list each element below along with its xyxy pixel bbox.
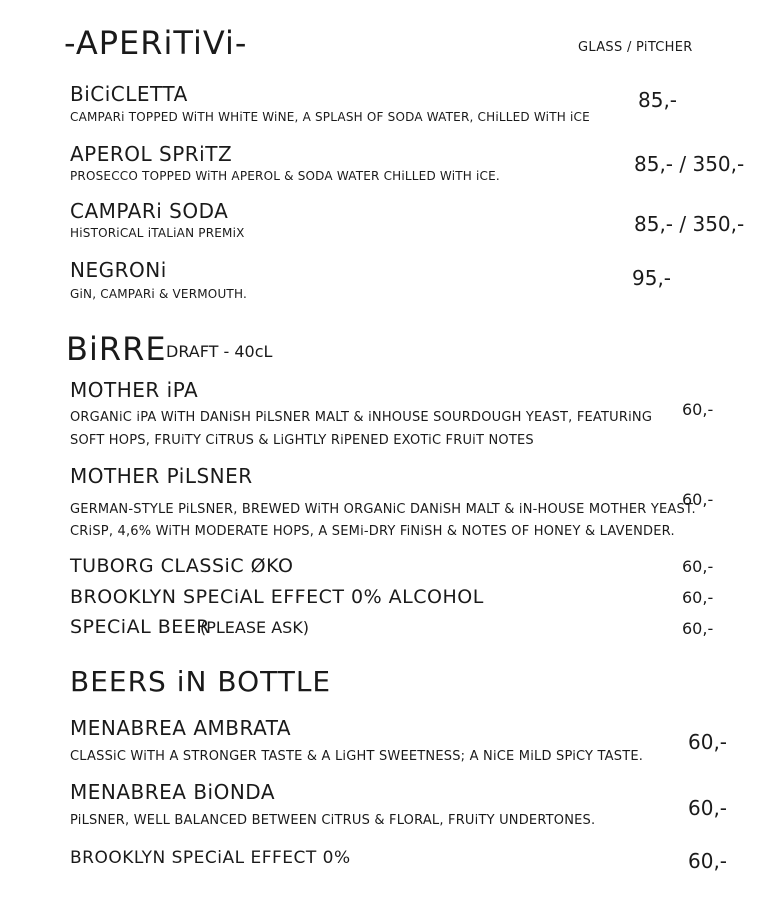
menu-item-price: 85,- (638, 88, 678, 112)
birre-heading: BiRRE (66, 330, 167, 368)
menu-item-price: 60,- (682, 619, 714, 638)
menu-item-name: MENABREA BiONDA (70, 780, 276, 804)
menu-item-name: MENABREA AMBRATA (70, 716, 292, 740)
menu-item-description: GERMAN-STYLE PiLSNER, BREWED WiTH ORGANiC DANiSH MALT & iN-HOUSE MOTHER YEAST. (70, 502, 696, 517)
menu-item-price: 60,- (688, 849, 728, 873)
menu-item-name: BiCiCLETTA (70, 82, 188, 106)
menu-item-name: TUBORG CLASSiC ØKO (70, 555, 294, 577)
menu-item-name: APEROL SPRiTZ (70, 142, 233, 166)
menu-item-price: 60,- (682, 557, 714, 576)
menu-item-description: HiSTORiCAL iTALiAN PREMiX (70, 226, 245, 240)
menu-item-description: PiLSNER, WELL BALANCED BETWEEN CiTRUS & FLORAL, FRUiTY UNDERTONES. (70, 813, 596, 828)
menu-item-price: 60,- (682, 490, 714, 509)
menu-item-name: SPECiAL BEER (70, 616, 210, 638)
menu-item-price: 85,- / 350,- (634, 212, 745, 236)
menu-item-price: 60,- (682, 588, 714, 607)
menu-item-description: CLASSiC WiTH A STRONGER TASTE & A LiGHT SWEETNESS; A NiCE MiLD SPiCY TASTE. (70, 749, 644, 764)
menu-item-description: CRiSP, 4,6% WiTH MODERATE HOPS, A SEMi-DRY FiNiSH & NOTES OF HONEY & LAVENDER. (70, 524, 675, 539)
aperitivi-heading: -APERiTiVi- (64, 24, 248, 62)
menu-item-name: CAMPARi SODA (70, 199, 229, 223)
menu-item-price: 60,- (688, 730, 728, 754)
menu-item-price: 85,- / 350,- (634, 152, 745, 176)
menu-item-note: (PLEASE ASK) (200, 618, 310, 637)
menu-item-description: SOFT HOPS, FRUiTY CiTRUS & LiGHTLY RiPENED EXOTiC FRUiT NOTES (70, 433, 534, 448)
menu-item-price: 60,- (682, 400, 714, 419)
glass-pitcher-header: GLASS / PiTCHER (578, 40, 693, 55)
bottle-heading: BEERS iN BOTTLE (70, 665, 332, 698)
menu-item-description: PROSECCO TOPPED WiTH APEROL & SODA WATER CHiLLED WiTH iCE. (70, 169, 500, 183)
menu-item-price: 60,- (688, 796, 728, 820)
menu-item-price: 95,- (632, 266, 672, 290)
menu-item-name: MOTHER iPA (70, 378, 199, 402)
menu-item-description: GiN, CAMPARi & VERMOUTH. (70, 287, 247, 301)
menu-item-name: BROOKLYN SPECiAL EFFECT 0% (70, 848, 351, 868)
menu-item-name: MOTHER PiLSNER (70, 464, 253, 488)
menu-item-description: ORGANiC iPA WiTH DANiSH PiLSNER MALT & iNHOUSE SOURDOUGH YEAST, FEATURiNG (70, 410, 653, 425)
menu-item-name: NEGRONi (70, 258, 167, 282)
menu-item-name: BROOKLYN SPECiAL EFFECT 0% ALCOHOL (70, 586, 484, 608)
menu-item-description: CAMPARi TOPPED WiTH WHiTE WiNE, A SPLASH OF SODA WATER, CHiLLED WiTH iCE (70, 110, 590, 124)
draft-size-subtitle: DRAFT - 40cL (166, 342, 273, 361)
